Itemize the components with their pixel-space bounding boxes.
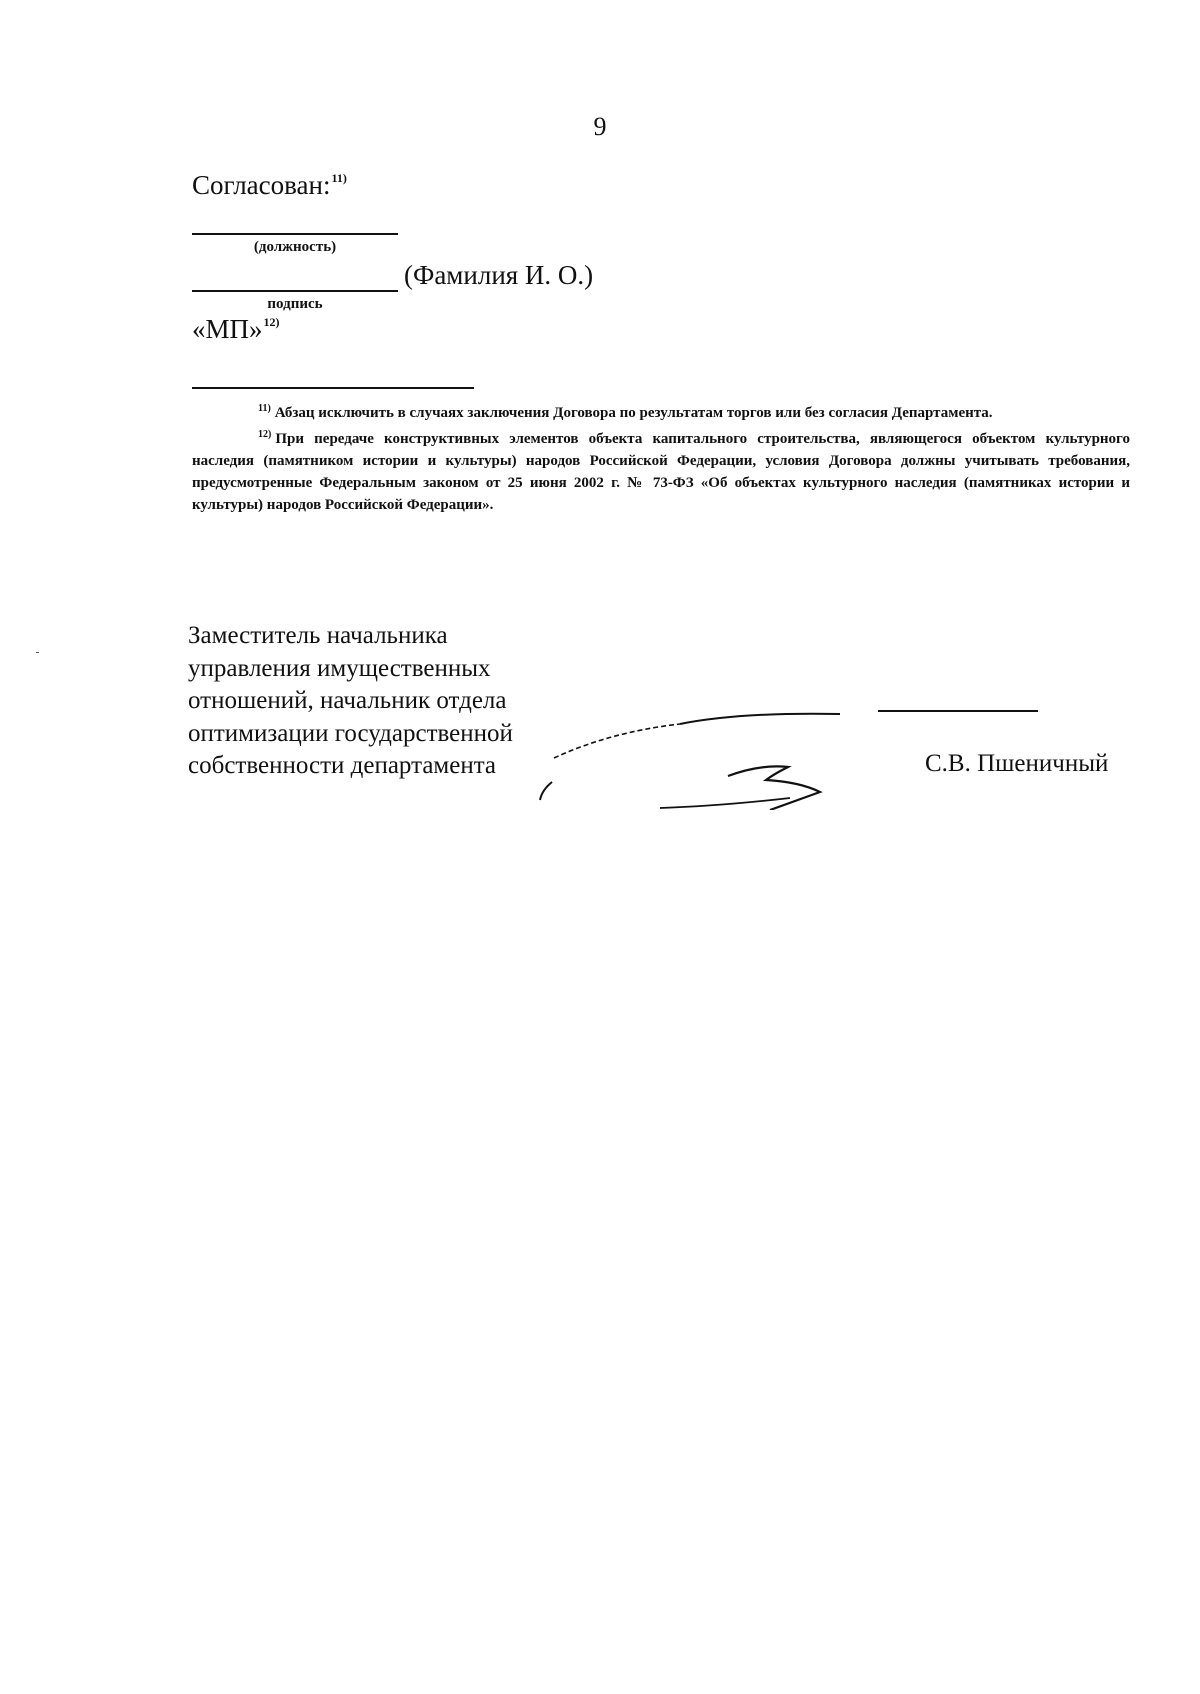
approval-heading-text: Согласован: [192,170,331,200]
page-number: 9 [593,112,607,141]
signatory-name: С.В. Пшеничный [925,750,1109,777]
footnote-ref-12: 12) [263,315,280,329]
name-placeholder: (Фамилия И. О.) [404,260,594,290]
footnote-text: При передаче конструктивных элементов объекта капитального строительства, являющегося объектом культурного наследия (памятником истории и культуры) народов Российской Федерации, условия Договора должны учитывать требования, предусмотренные Федеральным законом от 25 июня 2002 г. № 73-ФЗ «Об объектах культурного наследия (памятниках истории и культуры) народов Российской Федерации». [192,431,1130,513]
signatory-title-line: отношений, начальник отдела [188,687,507,714]
footnote-separator [192,387,474,389]
signature-caption: подпись [267,296,323,312]
signature-blank-line [192,290,398,292]
signatory-title-line: управления имущественных [188,654,491,682]
footnote-11 [192,398,1130,424]
signatory-title [188,620,513,783]
footnote-text: Абзац исключить в случаях заключения Договора по результатам торгов или без согласия Департамента. [274,405,993,421]
footnote-marker: 12) [258,429,272,440]
signature-line [878,710,1038,712]
signatory-title-line: собственности департамента [188,752,497,779]
signatory-title-line: оптимизации государственной [188,719,513,747]
handwritten-signature [520,680,850,810]
approval-heading [192,170,347,201]
footnote-12 [192,424,1130,516]
position-blank-line [192,233,398,235]
footnote-ref-11: 11) [331,171,347,185]
signatory-title-line: Заместитель начальника [188,622,448,649]
footnote-marker: 11) [258,403,271,414]
position-caption: (должность) [253,239,337,255]
footnotes [192,398,1130,516]
seal-placeholder [192,314,280,345]
scan-speck [36,652,39,653]
seal-text: «МП» [192,314,263,344]
